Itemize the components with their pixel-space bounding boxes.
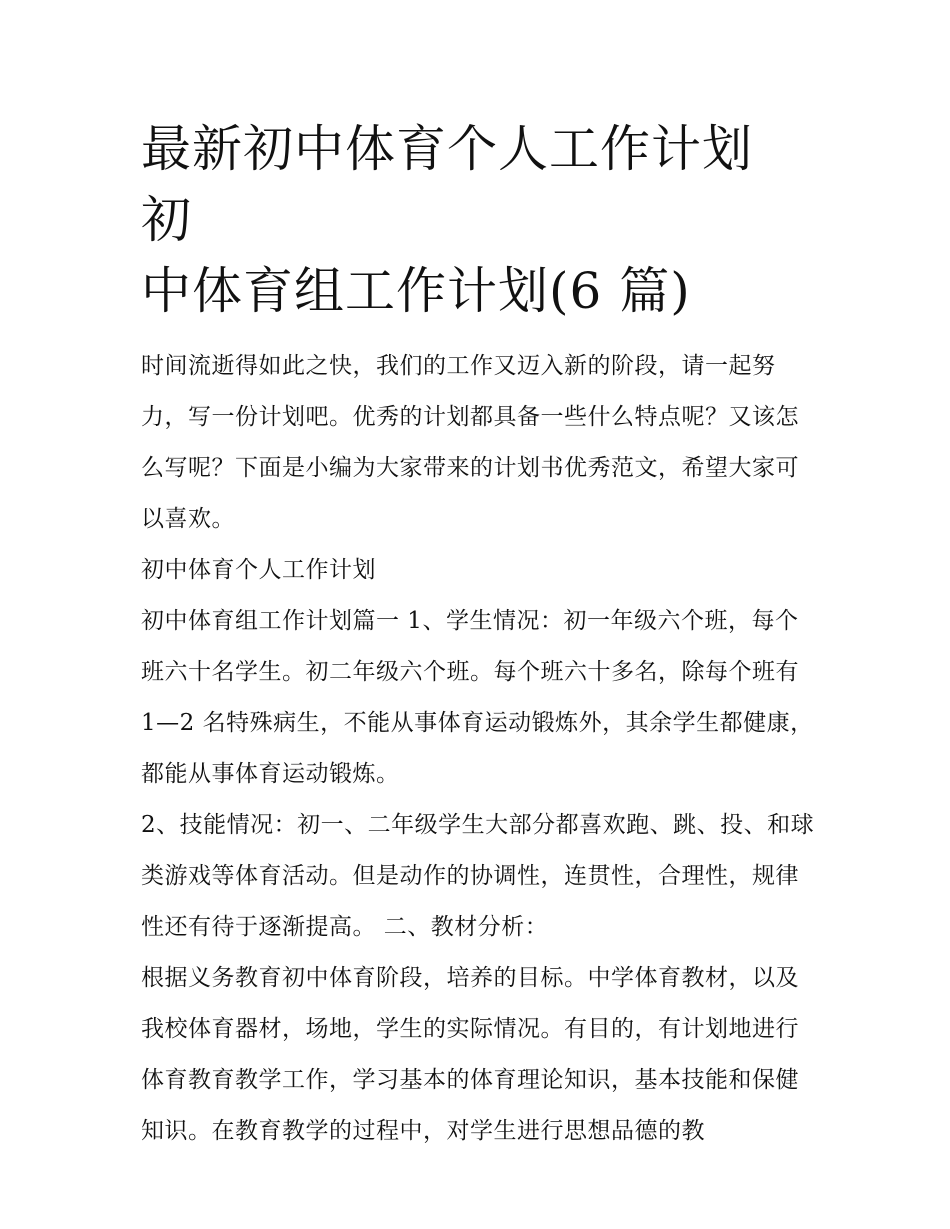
student-situation-paragraph: 初中体育组工作计划篇一 1、学生情况：初一年级六个班，每个班六十名学生。初二年级六个班。每个班六十多名，除每个班有 1—2 名特殊病生，不能从事体育运动锻炼外，其余学生都健康，都能从事体育运动锻炼。 — [141, 608, 814, 787]
material-analysis-paragraph: 根据义务教育初中体育阶段，培养的目标。中学体育教材，以及我校体育器材，场地，学生的实际情况。有目的，有计划地进行体育教育教学工作，学习基本的体育理论知识，基本技能和保健知识。在教育教学的过程中，对学生进行思想品德的教 — [141, 965, 799, 1144]
document-body — [141, 114, 817, 1157]
document-title-line-2: 中体育组工作计划(6 篇) — [141, 262, 691, 320]
document-title — [141, 114, 817, 327]
intro-paragraph: 时间流逝得如此之快，我们的工作又迈入新的阶段，请一起努力，写一份计划吧。优秀的计划都具备一些什么特点呢？又该怎么写呢？下面是小编为大家带来的计划书优秀范文，希望大家可以喜欢。 — [141, 353, 799, 532]
skill-situation-paragraph: 2、技能情况：初一、二年级学生大部分都喜欢跑、跳、投、和球类游戏等体育活动。但是动作的协调性，连贯性，合理性，规律性还有待于逐渐提高。 二、教材分析： — [141, 812, 815, 940]
document-title-line-1: 最新初中体育个人工作计划 初 — [141, 120, 753, 249]
section-heading: 初中体育个人工作计划 — [141, 557, 376, 583]
